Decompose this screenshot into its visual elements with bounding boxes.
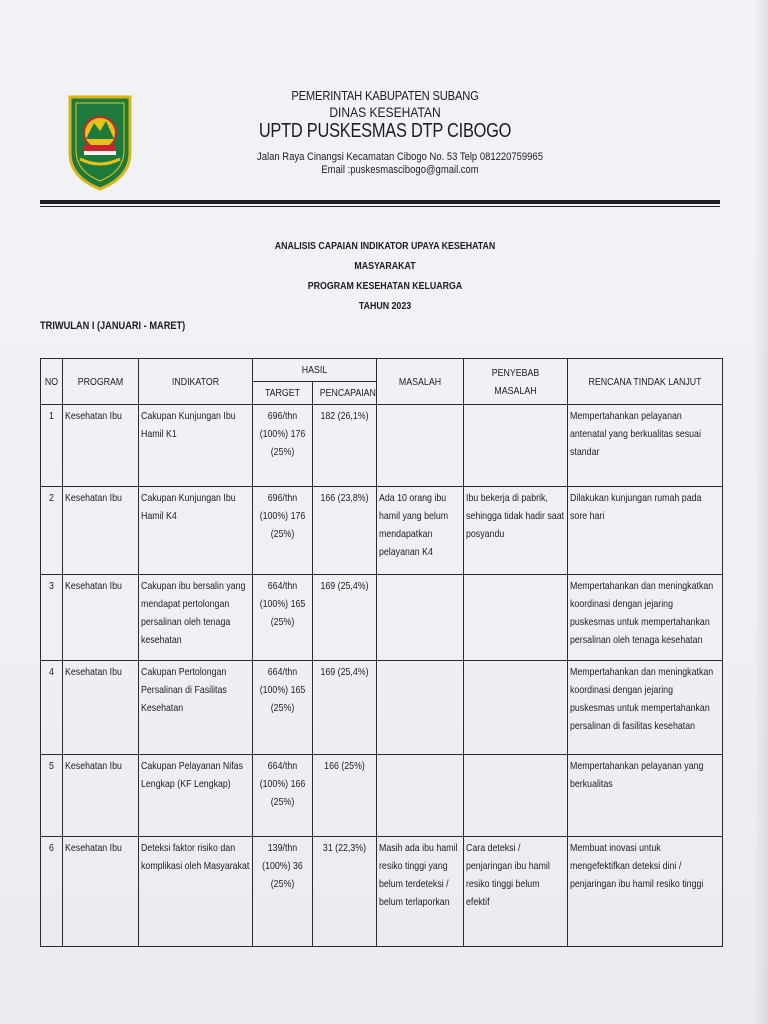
cell-no: 4: [41, 661, 63, 755]
report-year: TAHUN 2023: [358, 300, 412, 312]
header-target: TARGET: [253, 382, 313, 405]
header-pencapaian: PENCAPAIAN: [313, 382, 377, 405]
cell-pencapaian: 166 (25%): [313, 755, 377, 837]
letterhead-rule-thin: [40, 206, 720, 207]
email-line: Email :puskesmascibogo@gmail.com: [321, 164, 479, 176]
header-program: PROGRAM: [63, 359, 139, 405]
cell-rencana: Dilakukan kunjungan rumah pada sore hari: [568, 487, 723, 575]
table-row: [41, 575, 723, 661]
cell-target: 139/thn (100%) 36 (25%): [253, 837, 313, 947]
cell-pencapaian: 169 (25,4%): [313, 575, 377, 661]
cell-rencana: Mempertahankan dan meningkatkan koordinasi dengan jejaring puskesmas untuk mempertahankan persalinan di fasilitas kesehatan: [568, 661, 723, 755]
cell-indikator: Cakupan Pelayanan Nifas Lengkap (KF Lengkap): [139, 755, 253, 837]
cell-indikator: Cakupan ibu bersalin yang mendapat pertolongan persalinan oleh tenaga kesehatan: [139, 575, 253, 661]
header-no: NO: [41, 359, 63, 405]
cell-penyebab: [464, 661, 568, 755]
page-edge-shadow: [754, 0, 768, 1024]
cell-rencana: Mempertahankan pelayanan antenatal yang berkualitas sesuai standar: [568, 405, 723, 487]
cell-target: 664/thn (100%) 165 (25%): [253, 661, 313, 755]
cell-program: Kesehatan Ibu: [63, 661, 139, 755]
cell-penyebab: [464, 575, 568, 661]
letterhead-rule-thick: [40, 200, 720, 204]
cell-target: 664/thn (100%) 166 (25%): [253, 755, 313, 837]
cell-pencapaian: 182 (26,1%): [313, 405, 377, 487]
cell-indikator: Deteksi faktor risiko dan komplikasi oleh Masyarakat: [139, 837, 253, 947]
cell-program: Kesehatan Ibu: [63, 755, 139, 837]
cell-program: Kesehatan Ibu: [63, 575, 139, 661]
header-masalah: MASALAH: [377, 359, 464, 405]
cell-no: 3: [41, 575, 63, 661]
period-label: TRIWULAN I (JANUARI - MARET): [40, 320, 186, 332]
cell-masalah: [377, 405, 464, 487]
table-row: [41, 405, 723, 487]
cell-pencapaian: 31 (22,3%): [313, 837, 377, 947]
cell-no: 5: [41, 755, 63, 837]
cell-target: 696/thn (100%) 176 (25%): [253, 405, 313, 487]
table-row: [41, 661, 723, 755]
cell-masalah: Masih ada ibu hamil resiko tinggi yang belum terdeteksi / belum terlaporkan: [377, 837, 464, 947]
cell-rencana: Membuat inovasi untuk mengefektifkan deteksi dini / penjaringan ibu hamil resiko tinggi: [568, 837, 723, 947]
cell-rencana: Mempertahankan dan meningkatkan koordinasi dengan jejaring puskesmas untuk mempertahankan persalinan oleh tenaga kesehatan: [568, 575, 723, 661]
cell-target: 664/thn (100%) 165 (25%): [253, 575, 313, 661]
cell-no: 1: [41, 405, 63, 487]
report-program: PROGRAM KESEHATAN KELUARGA: [307, 280, 463, 292]
cell-program: Kesehatan Ibu: [63, 837, 139, 947]
letterhead: [200, 88, 570, 143]
table-row: [41, 755, 723, 837]
report-title: ANALISIS CAPAIAN INDIKATOR UPAYA KESEHATAN MASYARAKAT: [274, 240, 496, 272]
cell-no: 2: [41, 487, 63, 575]
cell-penyebab: Cara deteksi / penjaringan ibu hamil resiko tinggi belum efektif: [464, 837, 568, 947]
indicator-table: [40, 358, 723, 947]
subang-emblem-logo: [66, 93, 134, 191]
header-rencana: RENCANA TINDAK LANJUT: [568, 359, 723, 405]
cell-masalah: Ada 10 orang ibu hamil yang belum mendapatkan pelayanan K4: [377, 487, 464, 575]
cell-penyebab: [464, 405, 568, 487]
cell-rencana: Mempertahankan pelayanan yang berkualitas: [568, 755, 723, 837]
cell-penyebab: Ibu bekerja di pabrik, sehingga tidak hadir saat posyandu: [464, 487, 568, 575]
cell-no: 6: [41, 837, 63, 947]
cell-indikator: Cakupan Kunjungan Ibu Hamil K4: [139, 487, 253, 575]
cell-program: Kesehatan Ibu: [63, 487, 139, 575]
unit-name: UPTD PUSKESMAS DTP CIBOGO: [258, 120, 512, 142]
letterhead-address: [254, 151, 546, 177]
cell-masalah: [377, 575, 464, 661]
cell-pencapaian: 169 (25,4%): [313, 661, 377, 755]
address-line: Jalan Raya Cinangsi Kecamatan Cibogo No. 53 Telp 081220759965: [257, 151, 543, 163]
cell-pencapaian: 166 (23,8%): [313, 487, 377, 575]
header-hasil: HASIL: [253, 359, 377, 382]
cell-program: Kesehatan Ibu: [63, 405, 139, 487]
table-row: [41, 487, 723, 575]
department-name: DINAS KESEHATAN: [329, 104, 441, 120]
report-title-block: [246, 236, 523, 316]
header-penyebab: PENYEBAB MASALAH: [464, 359, 568, 405]
header-indikator: INDIKATOR: [139, 359, 253, 405]
cell-masalah: [377, 755, 464, 837]
cell-indikator: Cakupan Kunjungan Ibu Hamil K1: [139, 405, 253, 487]
cell-penyebab: [464, 755, 568, 837]
cell-indikator: Cakupan Pertolongan Persalinan di Fasilitas Kesehatan: [139, 661, 253, 755]
government-name: PEMERINTAH KABUPATEN SUBANG: [291, 88, 479, 103]
cell-masalah: [377, 661, 464, 755]
table-row: [41, 837, 723, 947]
cell-target: 696/thn (100%) 176 (25%): [253, 487, 313, 575]
